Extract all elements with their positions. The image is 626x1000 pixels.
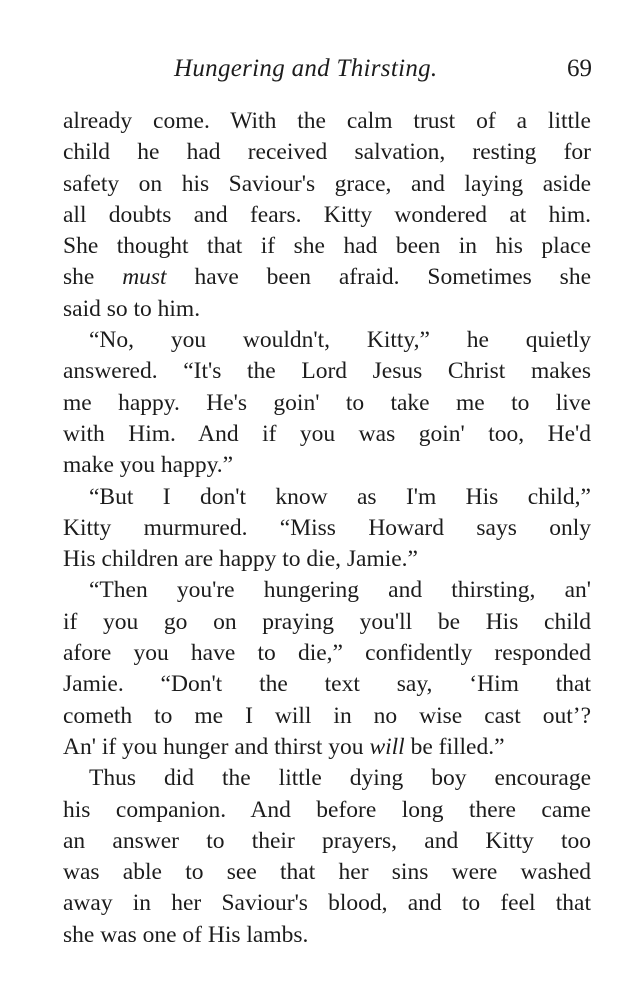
text-fragment: have been afraid. Sometimes she <box>166 264 592 291</box>
text-line: with Him. And if you was goin' too, He'd <box>63 420 591 447</box>
paragraph-2 <box>63 325 591 481</box>
text-line: an answer to their prayers, and Kitty too <box>63 827 591 854</box>
page-number: 69 <box>567 55 592 82</box>
text-line: make you happy.” <box>63 452 234 479</box>
text-line: answered. “It's the Lord Jesus Christ makes <box>63 358 591 385</box>
text-fragment: she <box>63 264 123 291</box>
emphasis-text: must <box>122 264 167 291</box>
running-title: Hungering and Thirsting. <box>174 55 438 82</box>
text-line <box>63 732 591 763</box>
text-line: Thus did the little dying boy encourage <box>89 765 591 792</box>
emphasis-text: will <box>369 733 405 760</box>
text-fragment: An' if you hunger and thirst you <box>63 733 370 760</box>
text-line: cometh to me I will in no wise cast out’? <box>63 702 591 729</box>
text-line: his companion. And before long there came <box>63 796 591 823</box>
text-line <box>63 262 591 293</box>
text-line: Jamie. “Don't the text say, ‘Him that <box>63 671 591 698</box>
text-line: she was one of His lambs. <box>63 921 309 948</box>
text-line: safety on his Saviour's grace, and laying aside <box>63 170 591 197</box>
text-line: Kitty murmured. “Miss Howard says only <box>63 514 591 541</box>
paragraph-5 <box>63 763 591 951</box>
paragraph-4 <box>63 575 591 763</box>
page-header <box>62 52 592 86</box>
text-fragment: be filled.” <box>404 733 505 760</box>
text-line: She thought that if she had been in his place <box>63 233 591 260</box>
text-line: afore you have to die,” confidently responded <box>63 640 591 667</box>
text-line: His children are happy to die, Jamie.” <box>63 546 418 573</box>
text-line: away in her Saviour's blood, and to feel that <box>63 890 591 917</box>
text-line: was able to see that her sins were washed <box>63 859 591 886</box>
text-line: if you go on praying you'll be His child <box>63 608 591 635</box>
text-line: “No, you wouldn't, Kitty,” he quietly <box>89 327 591 354</box>
text-line: said so to him. <box>63 295 201 322</box>
text-line: “Then you're hungering and thirsting, an' <box>89 577 591 604</box>
body-text <box>63 106 591 951</box>
text-line: “But I don't know as I'm His child,” <box>89 483 591 510</box>
text-line: me happy. He's goin' to take me to live <box>63 389 591 416</box>
text-line: all doubts and fears. Kitty wondered at him. <box>63 201 591 228</box>
text-line: child he had received salvation, resting for <box>63 139 591 166</box>
paragraph-3 <box>63 482 591 576</box>
paragraph-1 <box>63 106 591 325</box>
text-line: already come. With the calm trust of a little <box>63 108 591 134</box>
